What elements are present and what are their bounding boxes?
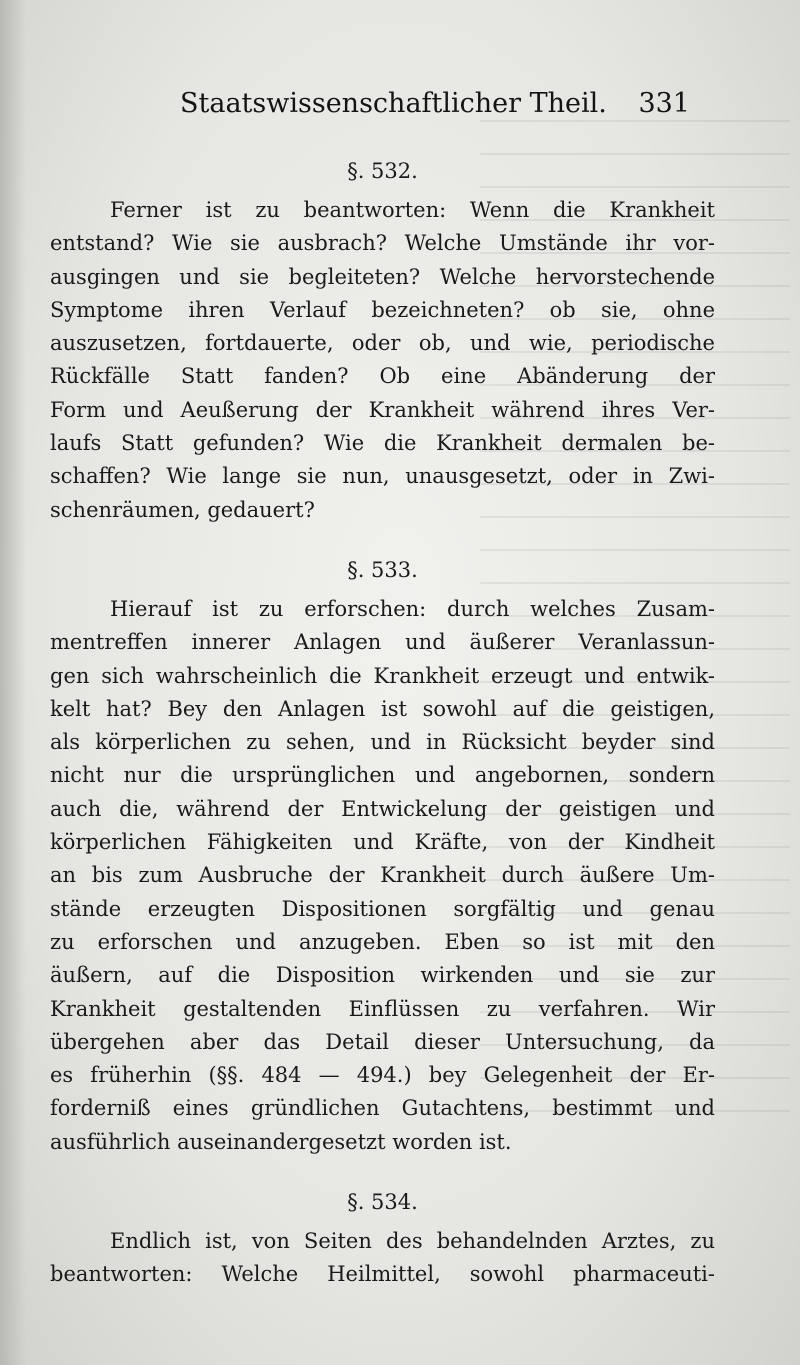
gutter-shadow xyxy=(0,0,26,1365)
text-line: Hierauf ist zu erforschen: durch welches Zusam- xyxy=(110,596,715,621)
text-line: auszusetzen, fortdauerte, oder ob, und wie, periodische xyxy=(50,331,715,356)
text-line: Form und Aeußerung der Krankheit während ihres Ver- xyxy=(50,397,715,422)
text-line: als körperlichen zu sehen, und in Rücksicht beyder sind xyxy=(50,730,715,755)
text-line: Rückfälle Statt fanden? Ob eine Abänderung der xyxy=(50,364,715,389)
text-line: nicht nur die ursprünglichen und angebornen, sondern xyxy=(50,763,715,788)
text-line: übergehen aber das Detail dieser Untersuchung, da xyxy=(50,1029,715,1054)
section-gap xyxy=(50,527,715,547)
running-head xyxy=(180,88,690,128)
page-number: 331 xyxy=(638,88,690,119)
text-line: an bis zum Ausbruche der Krankheit durch äußere Um- xyxy=(50,863,715,888)
text-line: stände erzeugten Dispositionen sorgfältig und genau xyxy=(50,896,715,921)
text-line: beantworten: Welche Heilmittel, sowohl pharmaceuti- xyxy=(50,1262,715,1287)
section-heading: §. 534. xyxy=(347,1190,418,1215)
text-line: körperlichen Fähigkeiten und Kräfte, von der Kindheit xyxy=(50,830,715,855)
section-532 xyxy=(50,148,715,527)
section-heading: §. 532. xyxy=(347,159,418,183)
text-line: auch die, während der Entwickelung der geistigen und xyxy=(50,796,715,821)
text-line: forderniß eines gründlichen Gutachtens, bestimmt und xyxy=(50,1096,715,1121)
text-line: entstand? Wie sie ausbrach? Welche Umstände ihr vor- xyxy=(50,231,715,256)
text-line: Endlich ist, von Seiten des behandelnden Arztes, zu xyxy=(110,1229,715,1254)
text-line: Ferner ist zu beantworten: Wenn die Krankheit xyxy=(110,198,715,222)
text-line: kelt hat? Bey den Anlagen ist sowohl auf die geistigen, xyxy=(50,696,715,721)
text-line: schenräumen, gedauert? xyxy=(50,497,315,522)
text-line: es früherhin (§§. 484 — 494.) bey Gelegenheit der Er- xyxy=(50,1063,715,1088)
body-text xyxy=(50,148,715,1292)
text-line: mentreffen innerer Anlagen und äußerer Veranlassun- xyxy=(50,630,715,655)
text-line: laufs Statt gefunden? Wie die Krankheit dermalen be- xyxy=(50,431,715,456)
text-line: ausgingen und sie begleiteten? Welche hervorstechende xyxy=(50,264,715,289)
text-line: Krankheit gestaltenden Einflüssen zu verfahren. Wir xyxy=(50,996,715,1021)
section-heading: §. 533. xyxy=(347,557,418,582)
text-line: ausführlich auseinandergesetzt worden ist. xyxy=(50,1129,512,1154)
section-534 xyxy=(50,1179,715,1292)
section-gap xyxy=(50,1159,715,1179)
text-line: schaffen? Wie lange sie nun, unausgesetzt, oder in Zwi- xyxy=(50,464,715,489)
section-533 xyxy=(50,547,715,1159)
text-line: gen sich wahrscheinlich die Krankheit erzeugt und entwik- xyxy=(50,663,715,688)
running-head-title: Staatswissenschaftlicher Theil. xyxy=(180,88,607,119)
text-line: zu erforschen und anzugeben. Eben so ist mit den xyxy=(50,929,715,954)
text-line: äußern, auf die Disposition wirkenden und sie zur xyxy=(50,963,715,988)
text-line: Symptome ihren Verlauf bezeichneten? ob sie, ohne xyxy=(50,297,715,322)
